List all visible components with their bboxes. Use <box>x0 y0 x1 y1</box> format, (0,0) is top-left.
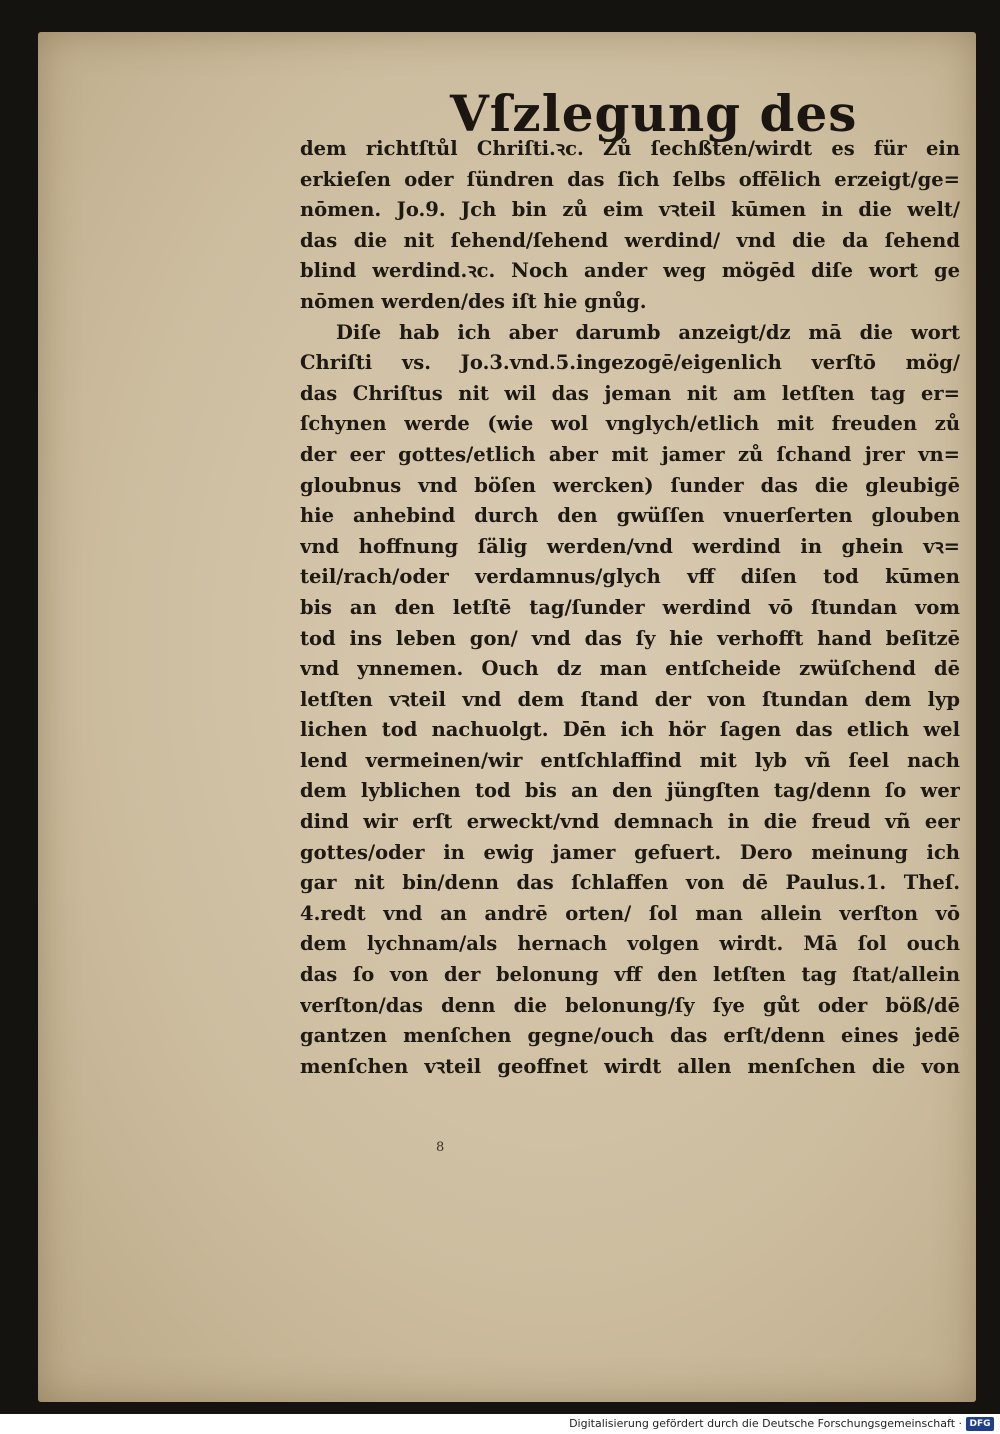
text-line: vnd ynnemen. Ouch dz man entſcheide zwüſchend dē <box>300 657 960 681</box>
text-line: 4.redt vnd an andrē orten/ ſol man allein verſton vō <box>300 901 960 925</box>
text-line: nōmen werden/des iſt hie gnůg. <box>300 289 647 313</box>
text-line: blind werdind.ꝛc. Noch ander weg mögēd diſe wort ge <box>300 259 960 283</box>
text-line: vnd hoffnung ſälig werden/vnd werdind in ghein vꝛ= <box>300 534 960 558</box>
text-line: teil/rach/oder verdamnus/glych vff diſen tod kūmen <box>300 565 960 589</box>
text-line: gar nit bin/denn das ſchlaffen von dē Paulus.1. Theſ. <box>300 871 960 895</box>
funding-credit: Digitalisierung gefördert durch die Deutsche Forschungsgemeinschaft · <box>569 1417 962 1430</box>
text-line: das die nit ſehend/ſehend werdind/ vnd die da ſehend <box>300 228 960 252</box>
text-line: das Chriſtus nit wil das jeman nit am letſten tag er= <box>300 381 960 405</box>
text-line: menſchen vꝛteil geoffnet wirdt allen menſchen die von <box>300 1054 960 1078</box>
text-line: der eer gottes/etlich aber mit jamer zů ſchand jrer vn= <box>300 442 960 466</box>
dfg-logo-icon: DFG <box>966 1417 994 1431</box>
text-line: letſten vꝛteil vnd dem ſtand der von ſtundan dem lyp <box>300 687 960 711</box>
text-line: lichen tod nachuolgt. Dēn ich hör ſagen das etlich wel <box>300 718 960 742</box>
text-line: hie anhebind durch den gwüſſen vnuerſerten glouben <box>300 504 960 528</box>
text-line: ſchynen werde (wie wol vnglych/etlich mit freuden zů <box>300 412 960 436</box>
text-line: gloubnus vnd böſen wercken) ſunder das die gleubigē <box>300 473 960 497</box>
text-line: tod ins leben gon/ vnd das ſy hie verhofft hand beſitzē <box>300 626 960 650</box>
folio-mark: 8 <box>436 1140 445 1155</box>
text-line: Diſe hab ich aber darumb anzeigt/dz mā die wort <box>336 320 960 344</box>
text-line: Chriſti vs. Jo.3.vnd.5.ingezogē/eigenlich verſtō mög/ <box>300 351 960 375</box>
text-line: nōmen. Jo.9. Jch bin zů eim vꝛteil kūmen in die welt/ <box>300 198 960 222</box>
text-line: bis an den letſtē tag/ſunder werdind vō ſtundan vom <box>300 595 960 619</box>
text-line: gantzen menſchen gegne/ouch das erſt/denn eines jedē <box>300 1024 960 1048</box>
footer-bar <box>0 1414 1000 1434</box>
text-line: dem lyblichen tod bis an den jüngſten tag/denn ſo wer <box>300 779 960 803</box>
text-line: dind wir erſt erweckt/vnd demnach in die freud vñ eer <box>300 810 960 834</box>
text-line: lend vermeinen/wir entſchlaffind mit lyb vñ ſeel nach <box>300 748 960 772</box>
text-line: gottes/oder in ewig jamer gefuert. Dero meinung ich <box>300 840 960 864</box>
text-block <box>300 134 960 1082</box>
text-line: dem richtſtůl Chriſti.ꝛc. Zů ſechßten/wirdt es für ein <box>300 137 960 160</box>
page-heading: Vſzlegung des <box>450 84 858 143</box>
text-line: dem lychnam/als hernach volgen wirdt. Mā ſol ouch <box>300 932 960 956</box>
text-line: erkieſen oder ſündren das ſich ſelbs offēlich erzeigt/ge= <box>300 167 960 191</box>
text-line: das ſo von der belonung vff den letſten tag ſtat/allein <box>300 963 960 987</box>
text-line: verſton/das denn die belonung/ſy ſye gůt oder böß/dē <box>300 993 960 1017</box>
